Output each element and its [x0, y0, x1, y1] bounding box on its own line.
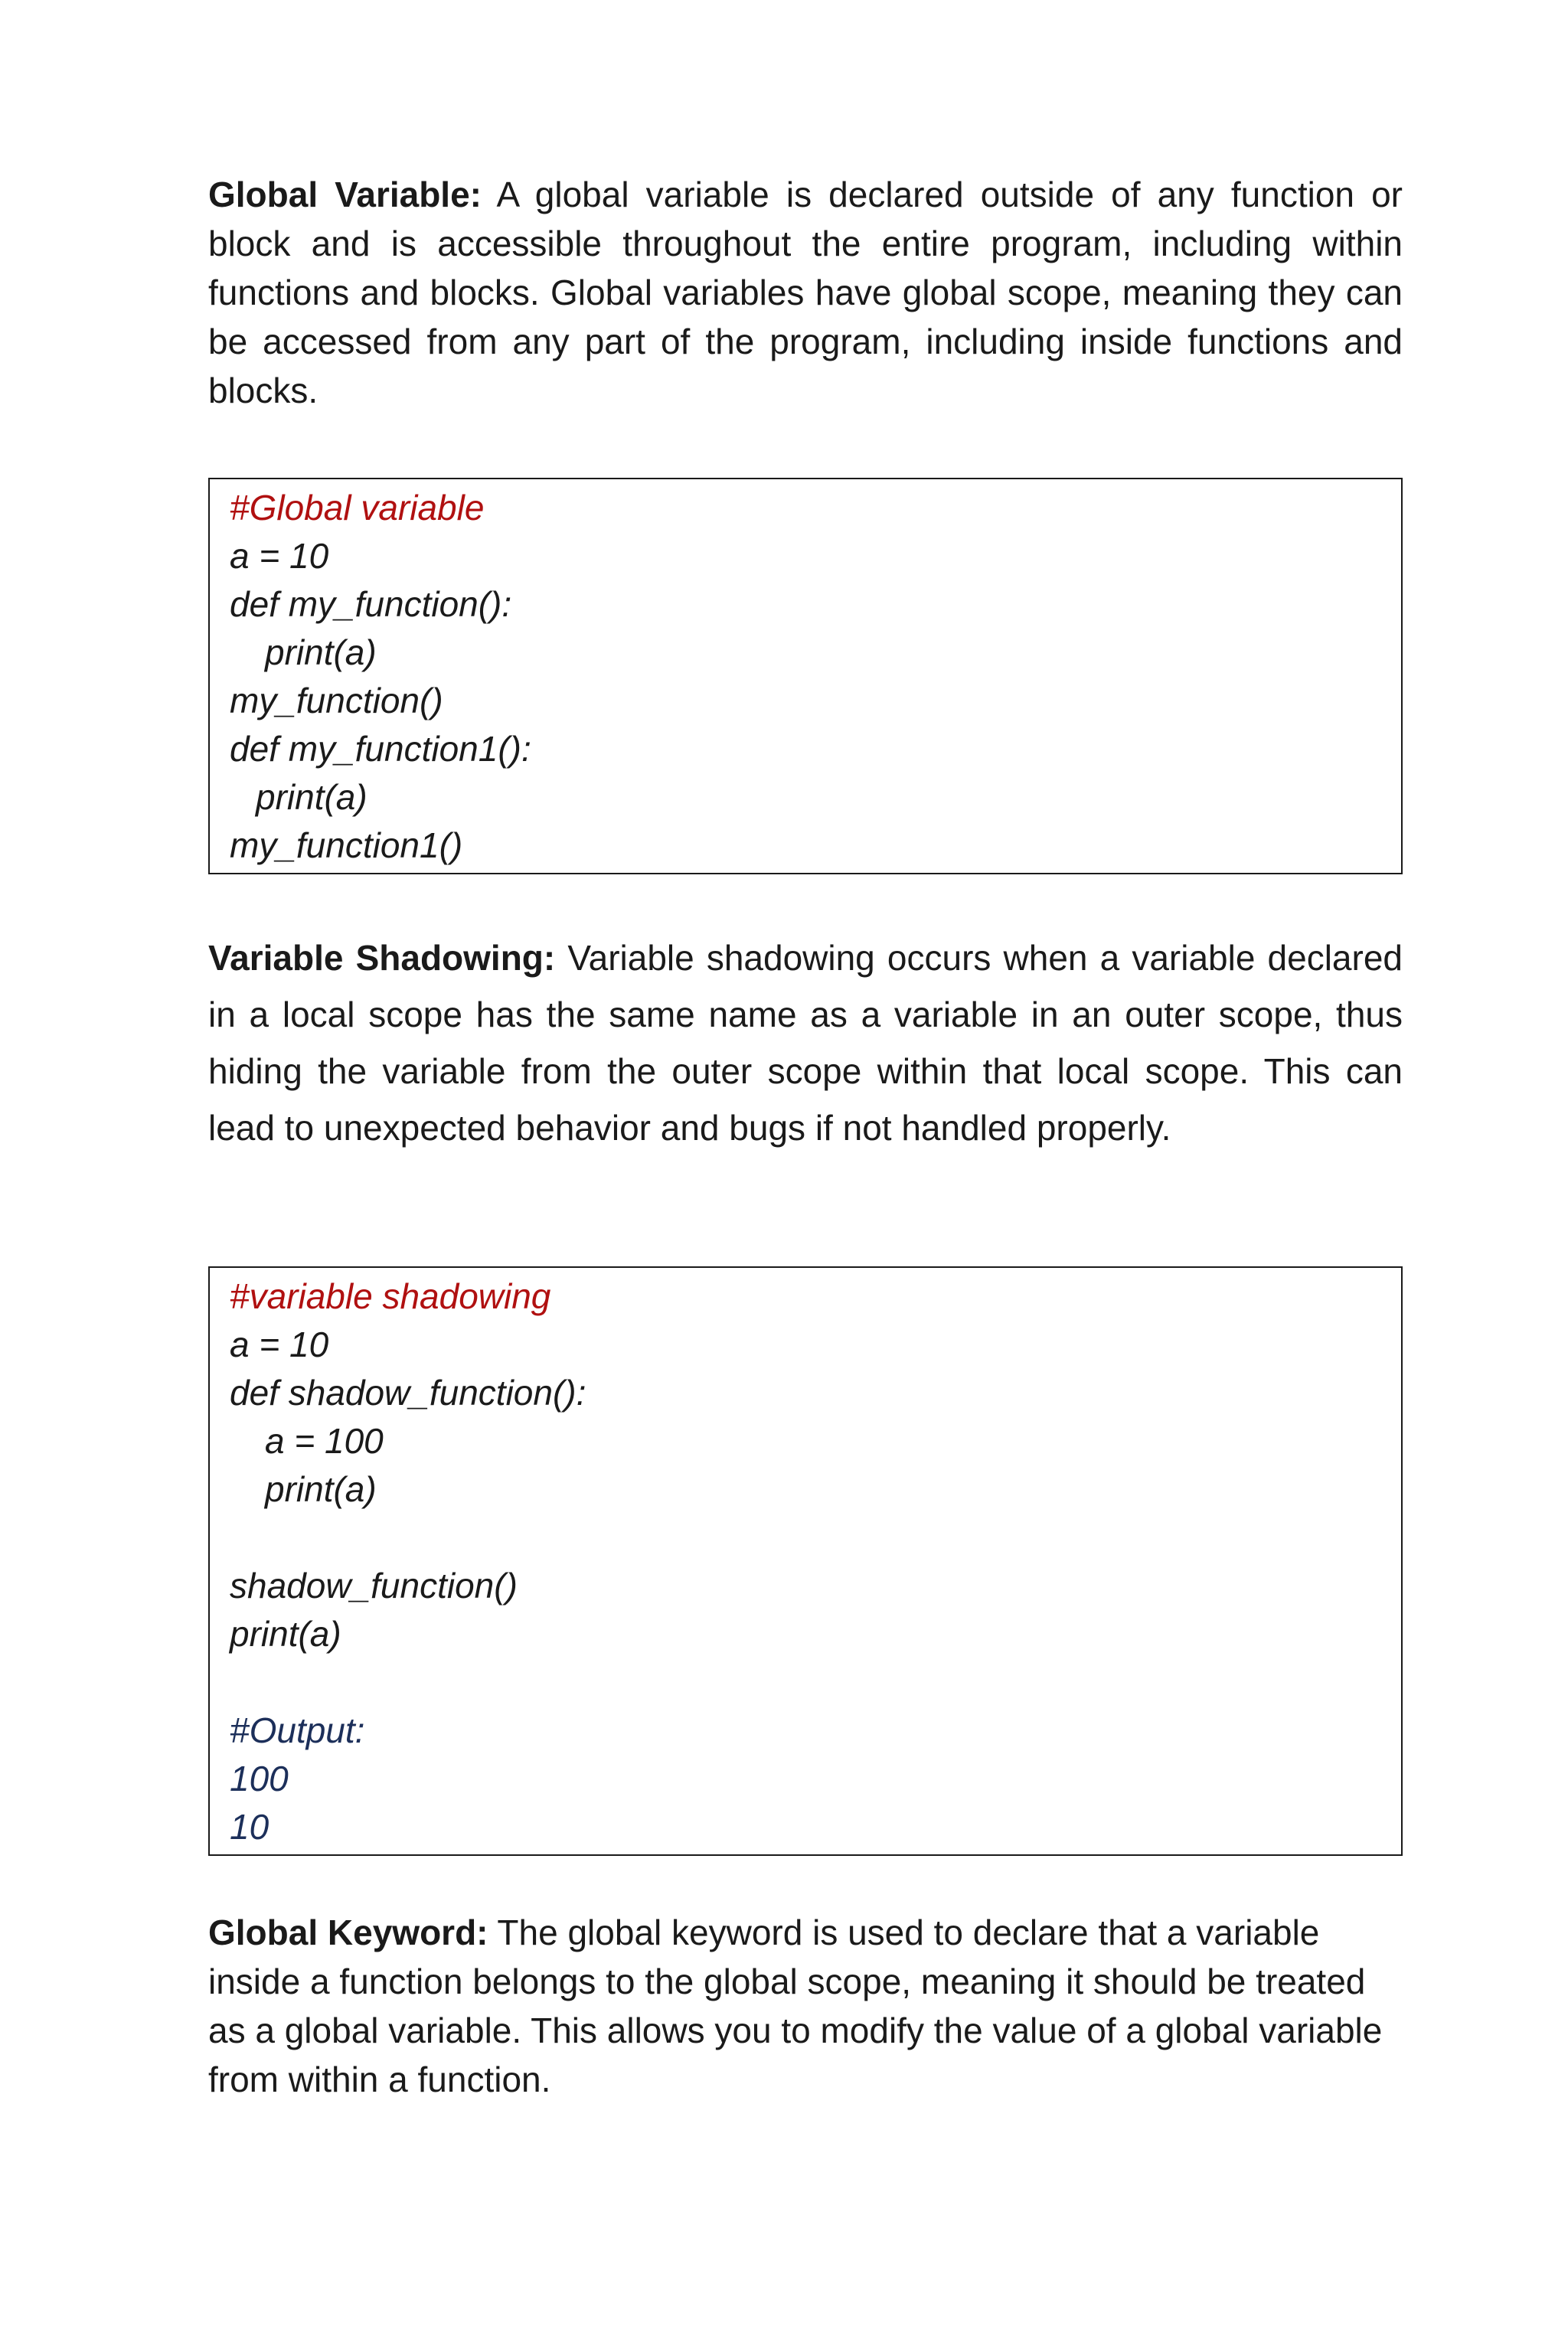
code-line: print(a)	[230, 1614, 341, 1654]
code-line: a = 100	[265, 1421, 384, 1461]
code-line: my_function()	[230, 681, 443, 720]
code-line: a = 10	[230, 1325, 329, 1364]
code-line: def my_function():	[230, 584, 512, 624]
code-output-line: 100	[230, 1759, 289, 1798]
document-page	[208, 170, 1403, 2104]
code-line: my_function1()	[230, 825, 463, 865]
code-blank-line	[230, 1658, 1381, 1707]
paragraph-global-variable	[208, 170, 1403, 415]
code-comment: #variable shadowing	[230, 1276, 551, 1316]
code-comment: #Global variable	[230, 488, 485, 528]
code-line: print(a)	[265, 632, 377, 672]
paragraph-global-keyword	[208, 1908, 1403, 2104]
code-line: a = 10	[230, 536, 329, 576]
term-global-keyword: Global Keyword:	[208, 1913, 488, 1952]
code-line: print(a)	[265, 1469, 377, 1509]
term-variable-shadowing: Variable Shadowing:	[208, 938, 556, 978]
text-global-variable: A global variable is declared outside of any function or block and is accessible throughout the entire program, including within functions and blocks. Global variables have global scope, meaning they can be accessed from any part of the program, including inside functions and blocks.	[208, 175, 1403, 410]
code-line: shadow_function()	[230, 1566, 518, 1606]
term-global-variable: Global Variable:	[208, 175, 482, 214]
text-global-keyword: The global keyword is used to declare that a variable inside a function belongs to the global scope, meaning it should be treated as a global variable. This allows you to modify the value of a global variable from within a function.	[208, 1913, 1383, 2099]
code-block-variable-shadowing	[208, 1266, 1403, 1856]
code-output-line: 10	[230, 1807, 270, 1847]
text-variable-shadowing: Variable shadowing occurs when a variable declared in a local scope has the same name as a variable in an outer scope, thus hiding the variable from the outer scope within that local scope. This can lead to unexpected behavior and bugs if not handled properly.	[208, 938, 1403, 1148]
code-blank-line	[230, 1514, 1381, 1562]
paragraph-variable-shadowing	[208, 929, 1403, 1156]
code-block-global-variable	[208, 478, 1403, 874]
code-output-comment: #Output:	[230, 1710, 365, 1750]
code-line: def shadow_function():	[230, 1373, 586, 1413]
code-line: print(a)	[256, 777, 368, 817]
code-line: def my_function1():	[230, 729, 531, 769]
